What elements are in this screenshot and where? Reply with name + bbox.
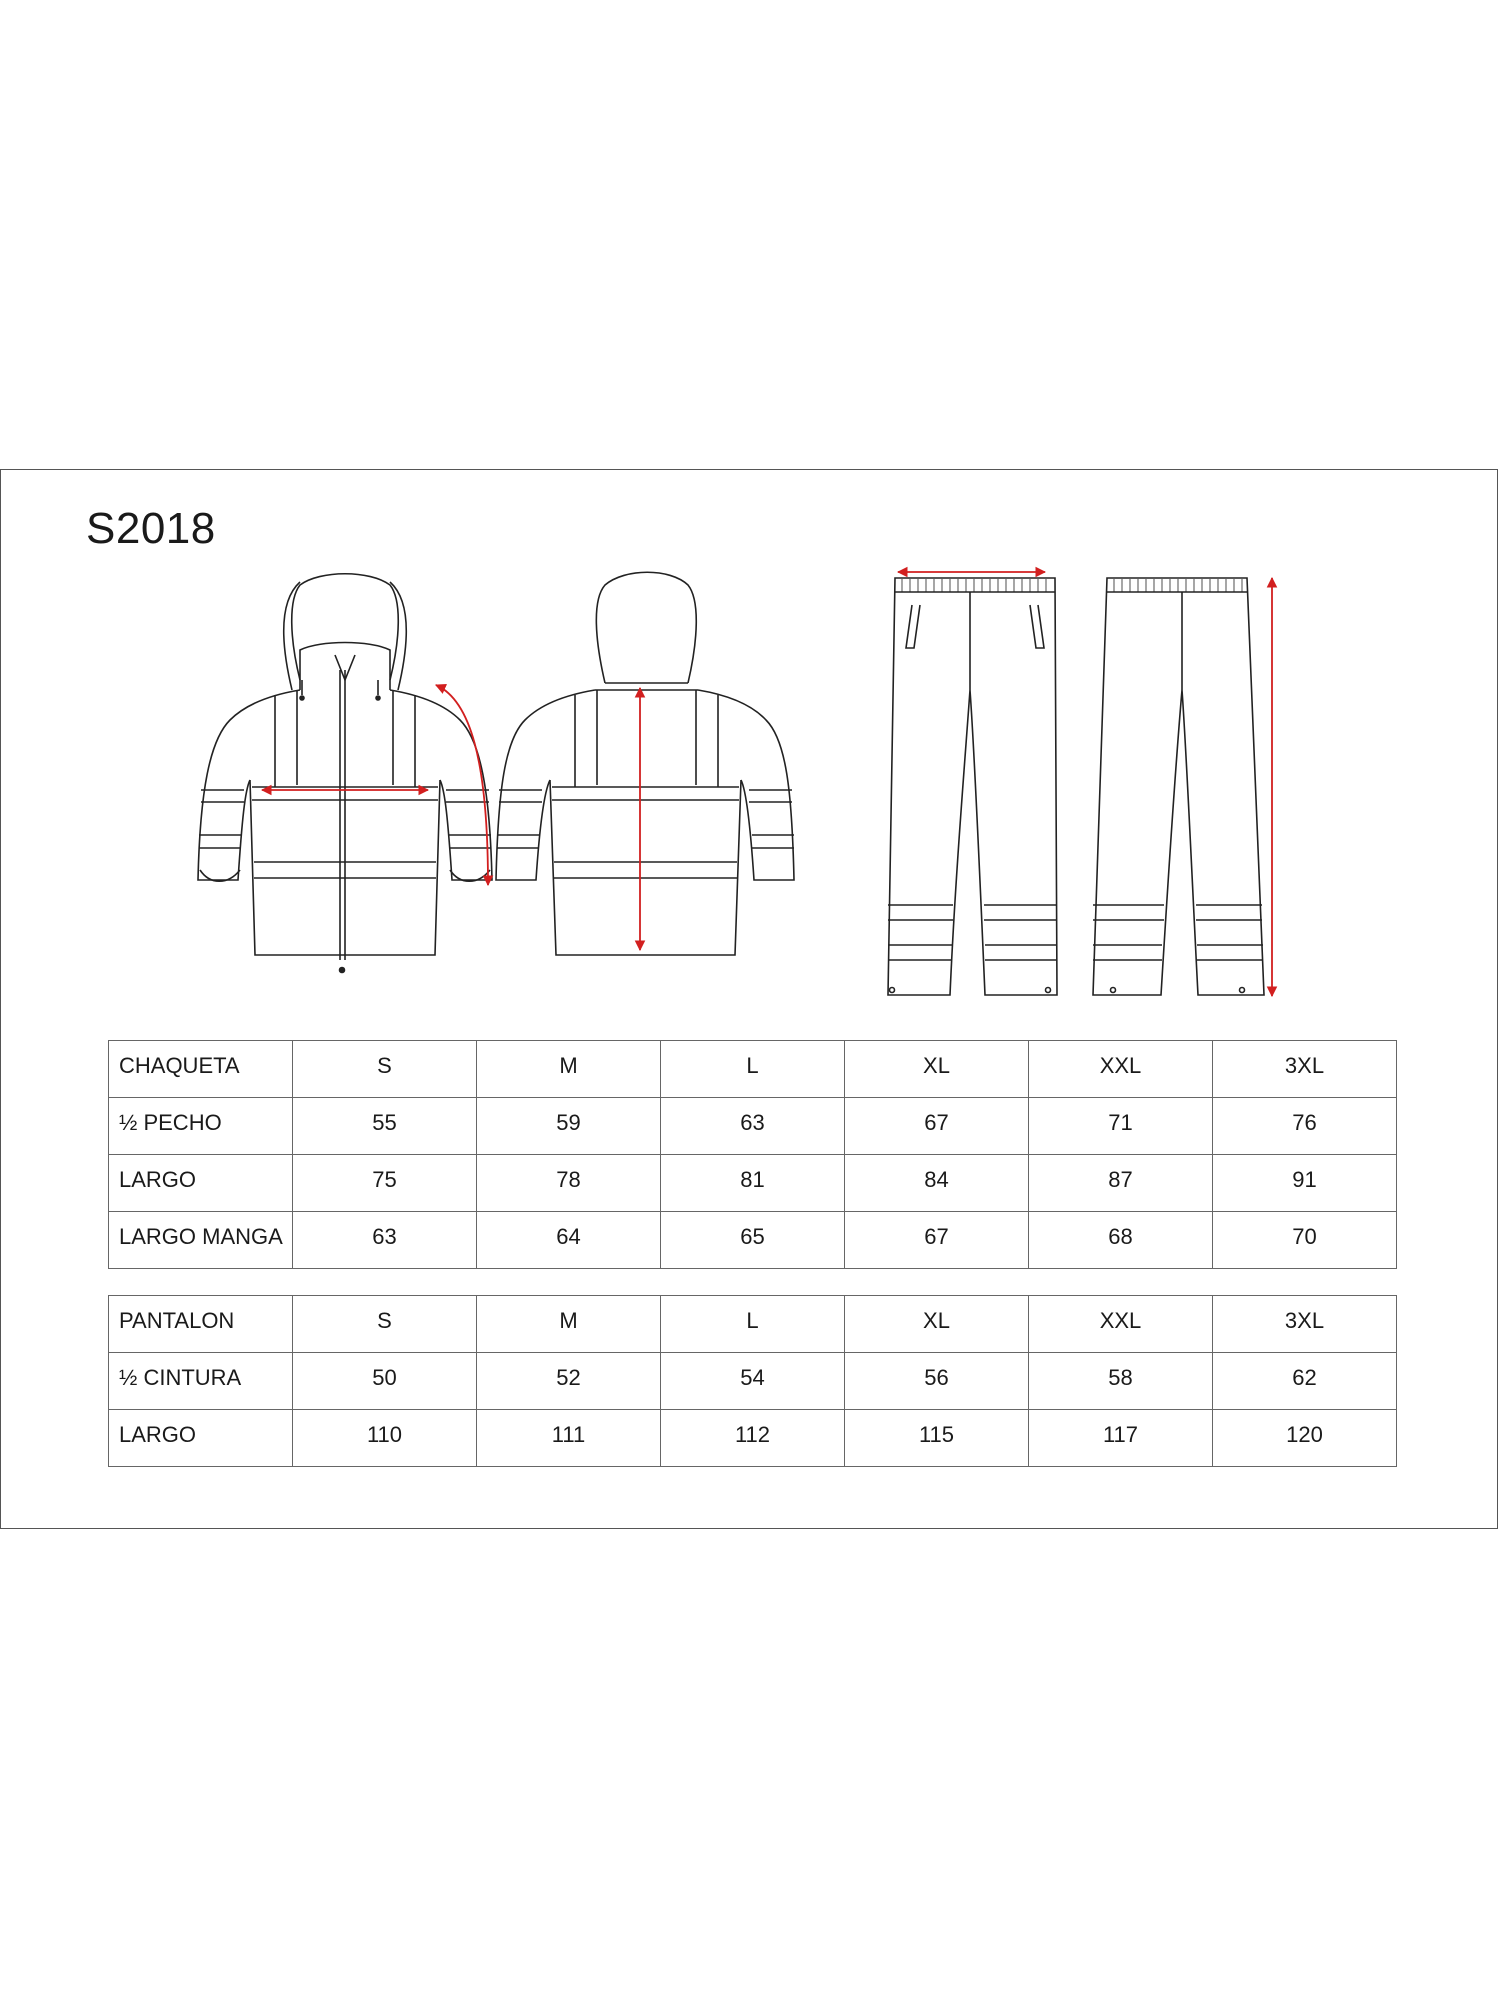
row-label: LARGO [109,1410,293,1467]
table-cell: 70 [1213,1212,1397,1269]
table-cell: 112 [661,1410,845,1467]
table-cell: 110 [293,1410,477,1467]
row-label: LARGO [109,1155,293,1212]
size-header: L [661,1041,845,1098]
jacket-back-illustration [496,572,794,955]
size-header: S [293,1296,477,1353]
table-row [109,1353,1397,1410]
table-cell: 63 [293,1212,477,1269]
table-cell: 54 [661,1353,845,1410]
trousers-front-illustration [888,578,1057,995]
table-cell: 55 [293,1098,477,1155]
table-cell: 71 [1029,1098,1213,1155]
row-label: LARGO MANGA [109,1212,293,1269]
table-cell: 67 [845,1212,1029,1269]
trousers-size-table [108,1295,1397,1467]
table-row [109,1098,1397,1155]
table-cell: 117 [1029,1410,1213,1467]
table-cell: 56 [845,1353,1029,1410]
size-header: M [477,1041,661,1098]
table-cell: 81 [661,1155,845,1212]
table-cell: 68 [1029,1212,1213,1269]
table-cell: 75 [293,1155,477,1212]
table-header-row [109,1041,1397,1098]
table-cell: 67 [845,1098,1029,1155]
sleeve-length-arrow [436,685,488,885]
size-header: XXL [1029,1296,1213,1353]
table-row [109,1212,1397,1269]
table-cell: 50 [293,1353,477,1410]
table-cell: 63 [661,1098,845,1155]
table-cell: 115 [845,1410,1029,1467]
table-cell: 84 [845,1155,1029,1212]
size-header: S [293,1041,477,1098]
row-label: ½ CINTURA [109,1353,293,1410]
row-label: ½ PECHO [109,1098,293,1155]
table-cell: 62 [1213,1353,1397,1410]
size-header: 3XL [1213,1296,1397,1353]
table-row [109,1410,1397,1467]
table-cell: 78 [477,1155,661,1212]
trousers-table-title: PANTALON [109,1296,293,1353]
table-cell: 58 [1029,1353,1213,1410]
table-cell: 120 [1213,1410,1397,1467]
size-header: L [661,1296,845,1353]
table-cell: 87 [1029,1155,1213,1212]
model-code: S2018 [86,504,216,553]
table-cell: 76 [1213,1098,1397,1155]
table-cell: 64 [477,1212,661,1269]
jacket-front-illustration [198,574,492,973]
table-cell: 111 [477,1410,661,1467]
jacket-table-title: CHAQUETA [109,1041,293,1098]
trousers-back-illustration [1093,578,1264,995]
table-cell: 91 [1213,1155,1397,1212]
size-header: XXL [1029,1041,1213,1098]
size-header: XL [845,1041,1029,1098]
table-cell: 59 [477,1098,661,1155]
size-header: M [477,1296,661,1353]
table-header-row [109,1296,1397,1353]
table-cell: 65 [661,1212,845,1269]
size-header: XL [845,1296,1029,1353]
jacket-size-table [108,1040,1397,1269]
size-header: 3XL [1213,1041,1397,1098]
table-row [109,1155,1397,1212]
table-cell: 52 [477,1353,661,1410]
